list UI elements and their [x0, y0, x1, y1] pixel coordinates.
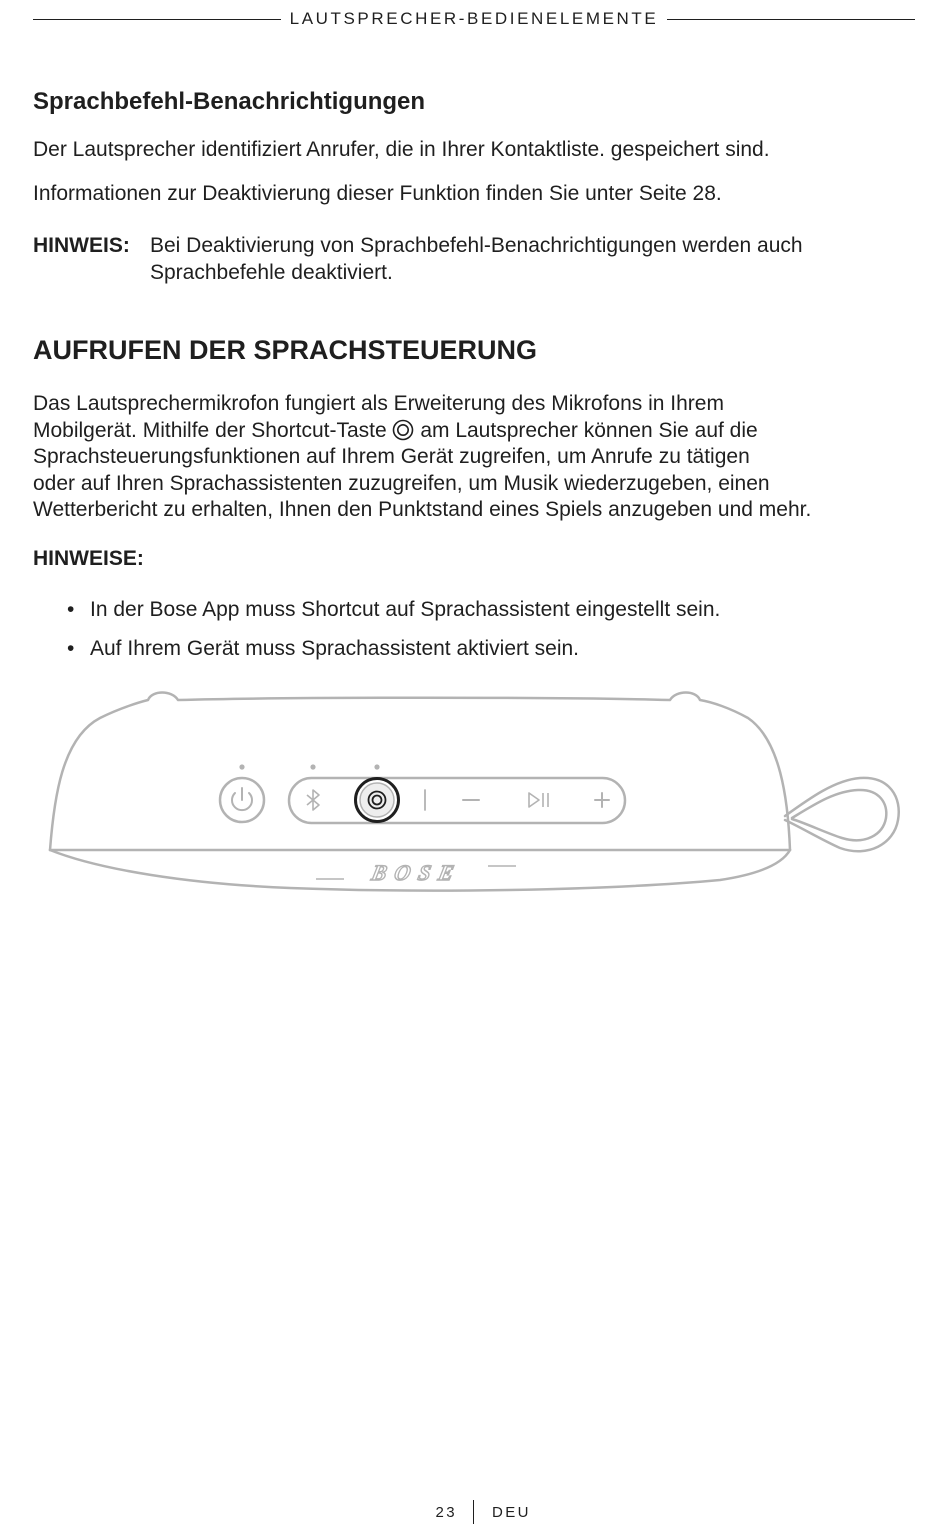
page-number: 23: [435, 1504, 457, 1521]
body-line: [33, 418, 933, 445]
list-item: [33, 635, 720, 674]
bullet-marker: •: [67, 598, 75, 621]
note-line: Sprachbefehle deaktiviert.: [150, 261, 393, 284]
voice-control-paragraph: [33, 391, 933, 524]
control-bar-outline: [289, 778, 625, 823]
page-footer: [0, 1500, 950, 1526]
header-rule-left: [33, 19, 281, 20]
note-label: HINWEIS:: [33, 234, 130, 257]
language-code: DEU: [492, 1504, 531, 1521]
bose-logo: [316, 860, 516, 885]
body-line: Das Lautsprechermikrofon fungiert als Erweiterung des Mikrofons in Ihrem: [33, 392, 724, 415]
notes-label: HINWEISE:: [33, 547, 144, 570]
note-block: [33, 232, 915, 286]
shortcut-indicator-dot: [374, 764, 379, 769]
paragraph-disable-info: Informationen zur Deaktivierung dieser Funktion finden Sie unter Seite 28.: [33, 182, 722, 205]
list-item-text: Auf Ihrem Gerät muss Sprachassistent aktiviert sein.: [90, 637, 580, 660]
list-item-text: In der Bose App muss Shortcut auf Sprachassistent eingestellt sein.: [90, 598, 721, 621]
bluetooth-indicator-dot: [310, 764, 315, 769]
note-text: [150, 232, 915, 286]
play-pause-icon: [529, 793, 548, 807]
shortcut-button: [356, 779, 399, 822]
notes-list: [33, 596, 720, 674]
paragraph-caller-id: Der Lautsprecher identifiziert Anrufer, die in Ihrer Kontaktliste. gespeichert sind.: [33, 138, 770, 161]
bluetooth-icon: [307, 790, 319, 810]
brand-logo-text: BOSE: [369, 860, 465, 885]
body-line: Wetterbericht zu erhalten, Ihnen den Punktstand eines Spiels anzugeben und mehr.: [33, 498, 812, 522]
strap-loop: [785, 778, 899, 851]
page-header: [33, 8, 915, 30]
body-line: oder auf Ihren Sprachassistenten zuzugreifen, um Musik wiederzugeben, einen: [33, 471, 770, 495]
volume-up-icon: [595, 793, 609, 807]
power-indicator-dot: [239, 764, 244, 769]
section-heading-voice-prompts: Sprachbefehl-Benachrichtigungen: [33, 88, 426, 115]
list-item: [33, 596, 720, 635]
power-icon: [232, 788, 252, 810]
speaker-body-outline: [50, 693, 790, 851]
bullet-marker: •: [67, 637, 75, 660]
shortcut-icon: [392, 419, 414, 441]
footer-separator: [473, 1500, 474, 1524]
body-line: Sprachsteuerungsfunktionen auf Ihrem Gerät zugreifen, um Anrufe zu tätigen: [33, 445, 750, 469]
header-title: LAUTSPRECHER-BEDIENELEMENTE: [289, 9, 659, 28]
body-text: am Lautsprecher können Sie auf die: [414, 418, 758, 442]
speaker-illustration: [40, 688, 910, 903]
strap-inner: [792, 790, 886, 840]
header-rule-right: [667, 19, 915, 20]
note-line: Bei Deaktivierung von Sprachbefehl-Benachrichtigungen werden auch: [150, 234, 803, 257]
section-heading-voice-control: AUFRUFEN DER SPRACHSTEUERUNG: [33, 335, 538, 365]
body-text: Mobilgerät. Mithilfe der Shortcut-Taste: [33, 418, 393, 442]
